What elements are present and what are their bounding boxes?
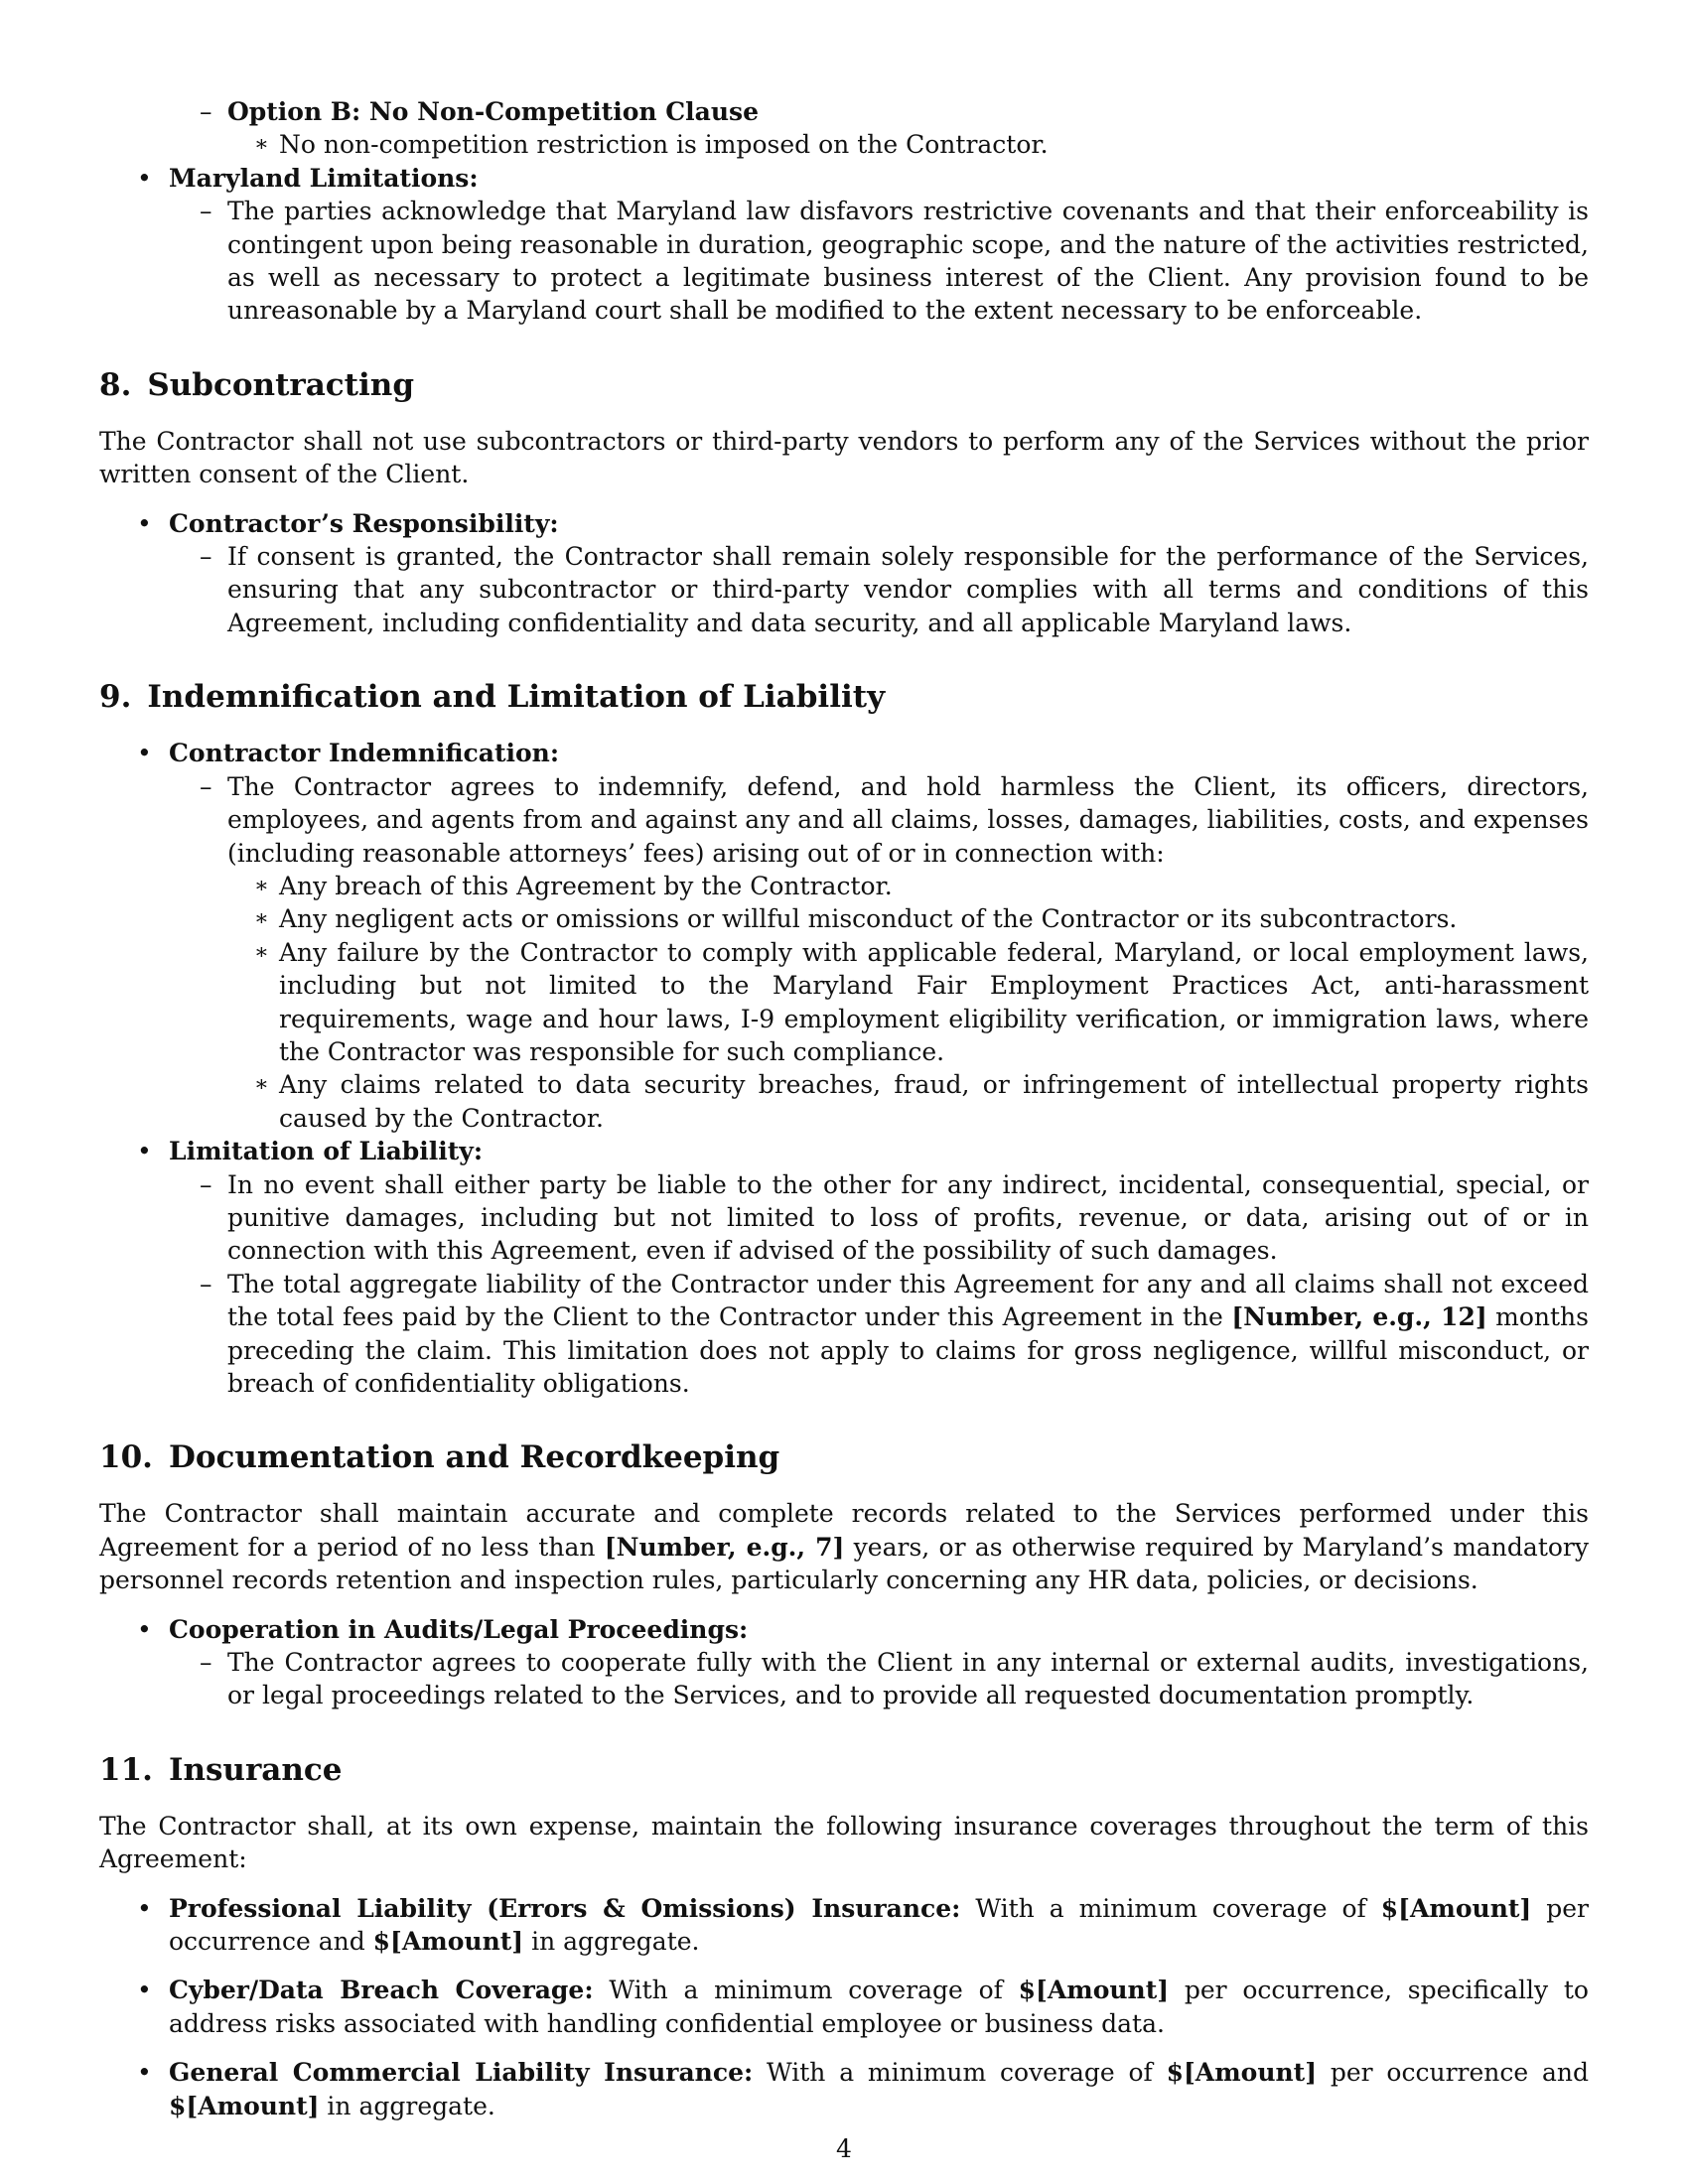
option-b-sublist (227, 128, 1589, 161)
years-placeholder: [Number, e.g., 7] (604, 1532, 845, 1562)
amount-placeholder: $[Amount] (1380, 1893, 1532, 1923)
indemnification-items (227, 870, 1589, 1135)
section-9-list (99, 737, 1589, 1400)
limitation-of-liability-title: Limitation of Liability: (169, 1137, 484, 1166)
list-item: ∗ No non-competition restriction is imposed on the Contractor. (227, 128, 1589, 161)
list-item: • Cyber/Data Breach Coverage: With a minimum coverage of $[Amount] per occurrence, specifically to address risks associated with handling confidential employee or business data. (99, 1974, 1589, 2040)
section-10-intro: The Contractor shall maintain accurate and complete records related to the Services performed under this Agreement for a period of no less than [Number, e.g., 7] years, or as otherwise required by Maryland’s mandatory personnel records retention and inspection rules, particularly concerning any HR data, policies, or decisions. (99, 1499, 1589, 1595)
list-item: • General Commercial Liability Insurance: With a minimum coverage of $[Amount] per occurrence and $[Amount] in aggregate. (99, 2056, 1589, 2122)
document-page (99, 95, 1589, 2122)
contractor-indemnification-title: Contractor Indemnification: (169, 739, 560, 768)
contractor-responsibility-title: Contractor’s Responsibility: (169, 508, 559, 538)
maryland-limitations-sublist (169, 195, 1589, 328)
list-item (99, 1135, 1589, 1400)
list-item: – The Contractor agrees to indemnify, defend, and hold harmless the Client, its officers, directors, employees, and agents from and against any and all claims, losses, damages, liabilities, costs, and expenses (including reasonable attorneys’ fees) arising out of or in connection with: ∗ Any breach of this Agreement by the Contractor. ∗ Any negligent acts or omissions or willful misconduct of the Contractor or its subcontractors. ∗ Any failure by the Contractor to comply with applicable federal, Maryland, or local employment laws, including but not limited to the Maryland Fair Employment Practices Act, anti-harassment requirements, wage and hour laws, I-9 employment eligibility verification, or immigration laws, where the Contractor was responsible for such compliance. ∗ Any claims related to data security breaches, fraud, or infringement of intellectual property rights caused by the Contractor. (169, 770, 1589, 1135)
option-list (169, 95, 1589, 162)
list-item: – In no event shall either party be liable to the other for any indirect, incidental, consequential, special, or punitive damages, including but not limited to loss of profits, revenue, or data, arising out of or in connection with this Agreement, even if advised of the possibility of such damages. (169, 1168, 1589, 1268)
section-11-list (99, 1892, 1589, 2122)
general-liability-title: General Commercial Liability Insurance: (169, 2058, 754, 2088)
list-item (99, 162, 1589, 328)
section-10-heading: 10. Documentation and Recordkeeping (99, 1439, 780, 1476)
maryland-limitations-title: Maryland Limitations: (169, 163, 479, 193)
list-item: ∗ Any claims related to data security breaches, fraud, or infringement of intellectual property rights caused by the Contractor. (227, 1068, 1589, 1135)
maryland-limitations-list (99, 162, 1589, 328)
list-item: ∗ Any negligent acts or omissions or willful misconduct of the Contractor or its subcontractors. (227, 902, 1589, 935)
professional-liability-title: Professional Liability (Errors & Omissions) Insurance: (169, 1893, 961, 1923)
section-11-intro: The Contractor shall, at its own expense, maintain the following insurance coverages throughout the term of this Agreement: (99, 1811, 1589, 1874)
page-number: 4 (836, 2134, 852, 2163)
amount-placeholder: $[Amount] (169, 2091, 320, 2120)
list-item (99, 737, 1589, 1135)
option-b-title: Option B: No Non-Competition Clause (227, 97, 760, 126)
list-item (99, 507, 1589, 640)
list-item (169, 95, 1589, 162)
section-8-list (99, 507, 1589, 640)
months-placeholder: [Number, e.g., 12] (1231, 1302, 1487, 1332)
amount-placeholder: $[Amount] (1018, 1976, 1170, 2005)
cyber-coverage-title: Cyber/Data Breach Coverage: (169, 1976, 594, 2005)
section-9-heading: 9. Indemnification and Limitation of Liability (99, 679, 886, 716)
list-item: – If consent is granted, the Contractor shall remain solely responsible for the performance of the Services, ensuring that any subcontractor or third-party vendor complies with all terms and conditions of this Agreement, including confidentiality and data security, and all applicable Maryland laws. (169, 540, 1589, 639)
list-item (99, 1613, 1589, 1712)
list-item: – The parties acknowledge that Maryland law disfavors restrictive covenants and that their enforceability is contingent upon being reasonable in duration, geographic scope, and the nature of the activities restricted, as well as necessary to protect a legitimate business interest of the Client. Any provision found to be unreasonable by a Maryland court shall be modified to the extent necessary to be enforceable. (169, 195, 1589, 328)
section-8-heading: 8. Subcontracting (99, 366, 414, 403)
list-item: ∗ Any breach of this Agreement by the Contractor. (227, 870, 1589, 902)
list-item: ∗ Any failure by the Contractor to comply with applicable federal, Maryland, or local employment laws, including but not limited to the Maryland Fair Employment Practices Act, anti-harassment requirements, wage and hour laws, I-9 employment eligibility verification, or immigration laws, where the Contractor was responsible for such compliance. (227, 936, 1589, 1069)
cooperation-title: Cooperation in Audits/Legal Proceedings: (169, 1614, 749, 1644)
amount-placeholder: $[Amount] (1166, 2058, 1318, 2088)
section-11-heading: 11. Insurance (99, 1751, 343, 1788)
list-item: – The Contractor agrees to cooperate fully with the Client in any internal or external audits, investigations, or legal proceedings related to the Services, and to provide all requested documentation promptly. (169, 1646, 1589, 1712)
amount-placeholder: $[Amount] (372, 1927, 524, 1957)
list-item: • Professional Liability (Errors & Omissions) Insurance: With a minimum coverage of $[Amount] per occurrence and $[Amount] in aggregate. (99, 1892, 1589, 1959)
section-8-intro: The Contractor shall not use subcontractors or third-party vendors to perform any of the Services without the prior written consent of the Client. (99, 426, 1589, 489)
list-item: – The total aggregate liability of the Contractor under this Agreement for any and all claims shall not exceed the total fees paid by the Client to the Contractor under this Agreement in the [Number, e.g., 12] months preceding the claim. This limitation does not apply to claims for gross negligence, willful misconduct, or breach of confidentiality obligations. (169, 1268, 1589, 1401)
section-10-list (99, 1613, 1589, 1712)
